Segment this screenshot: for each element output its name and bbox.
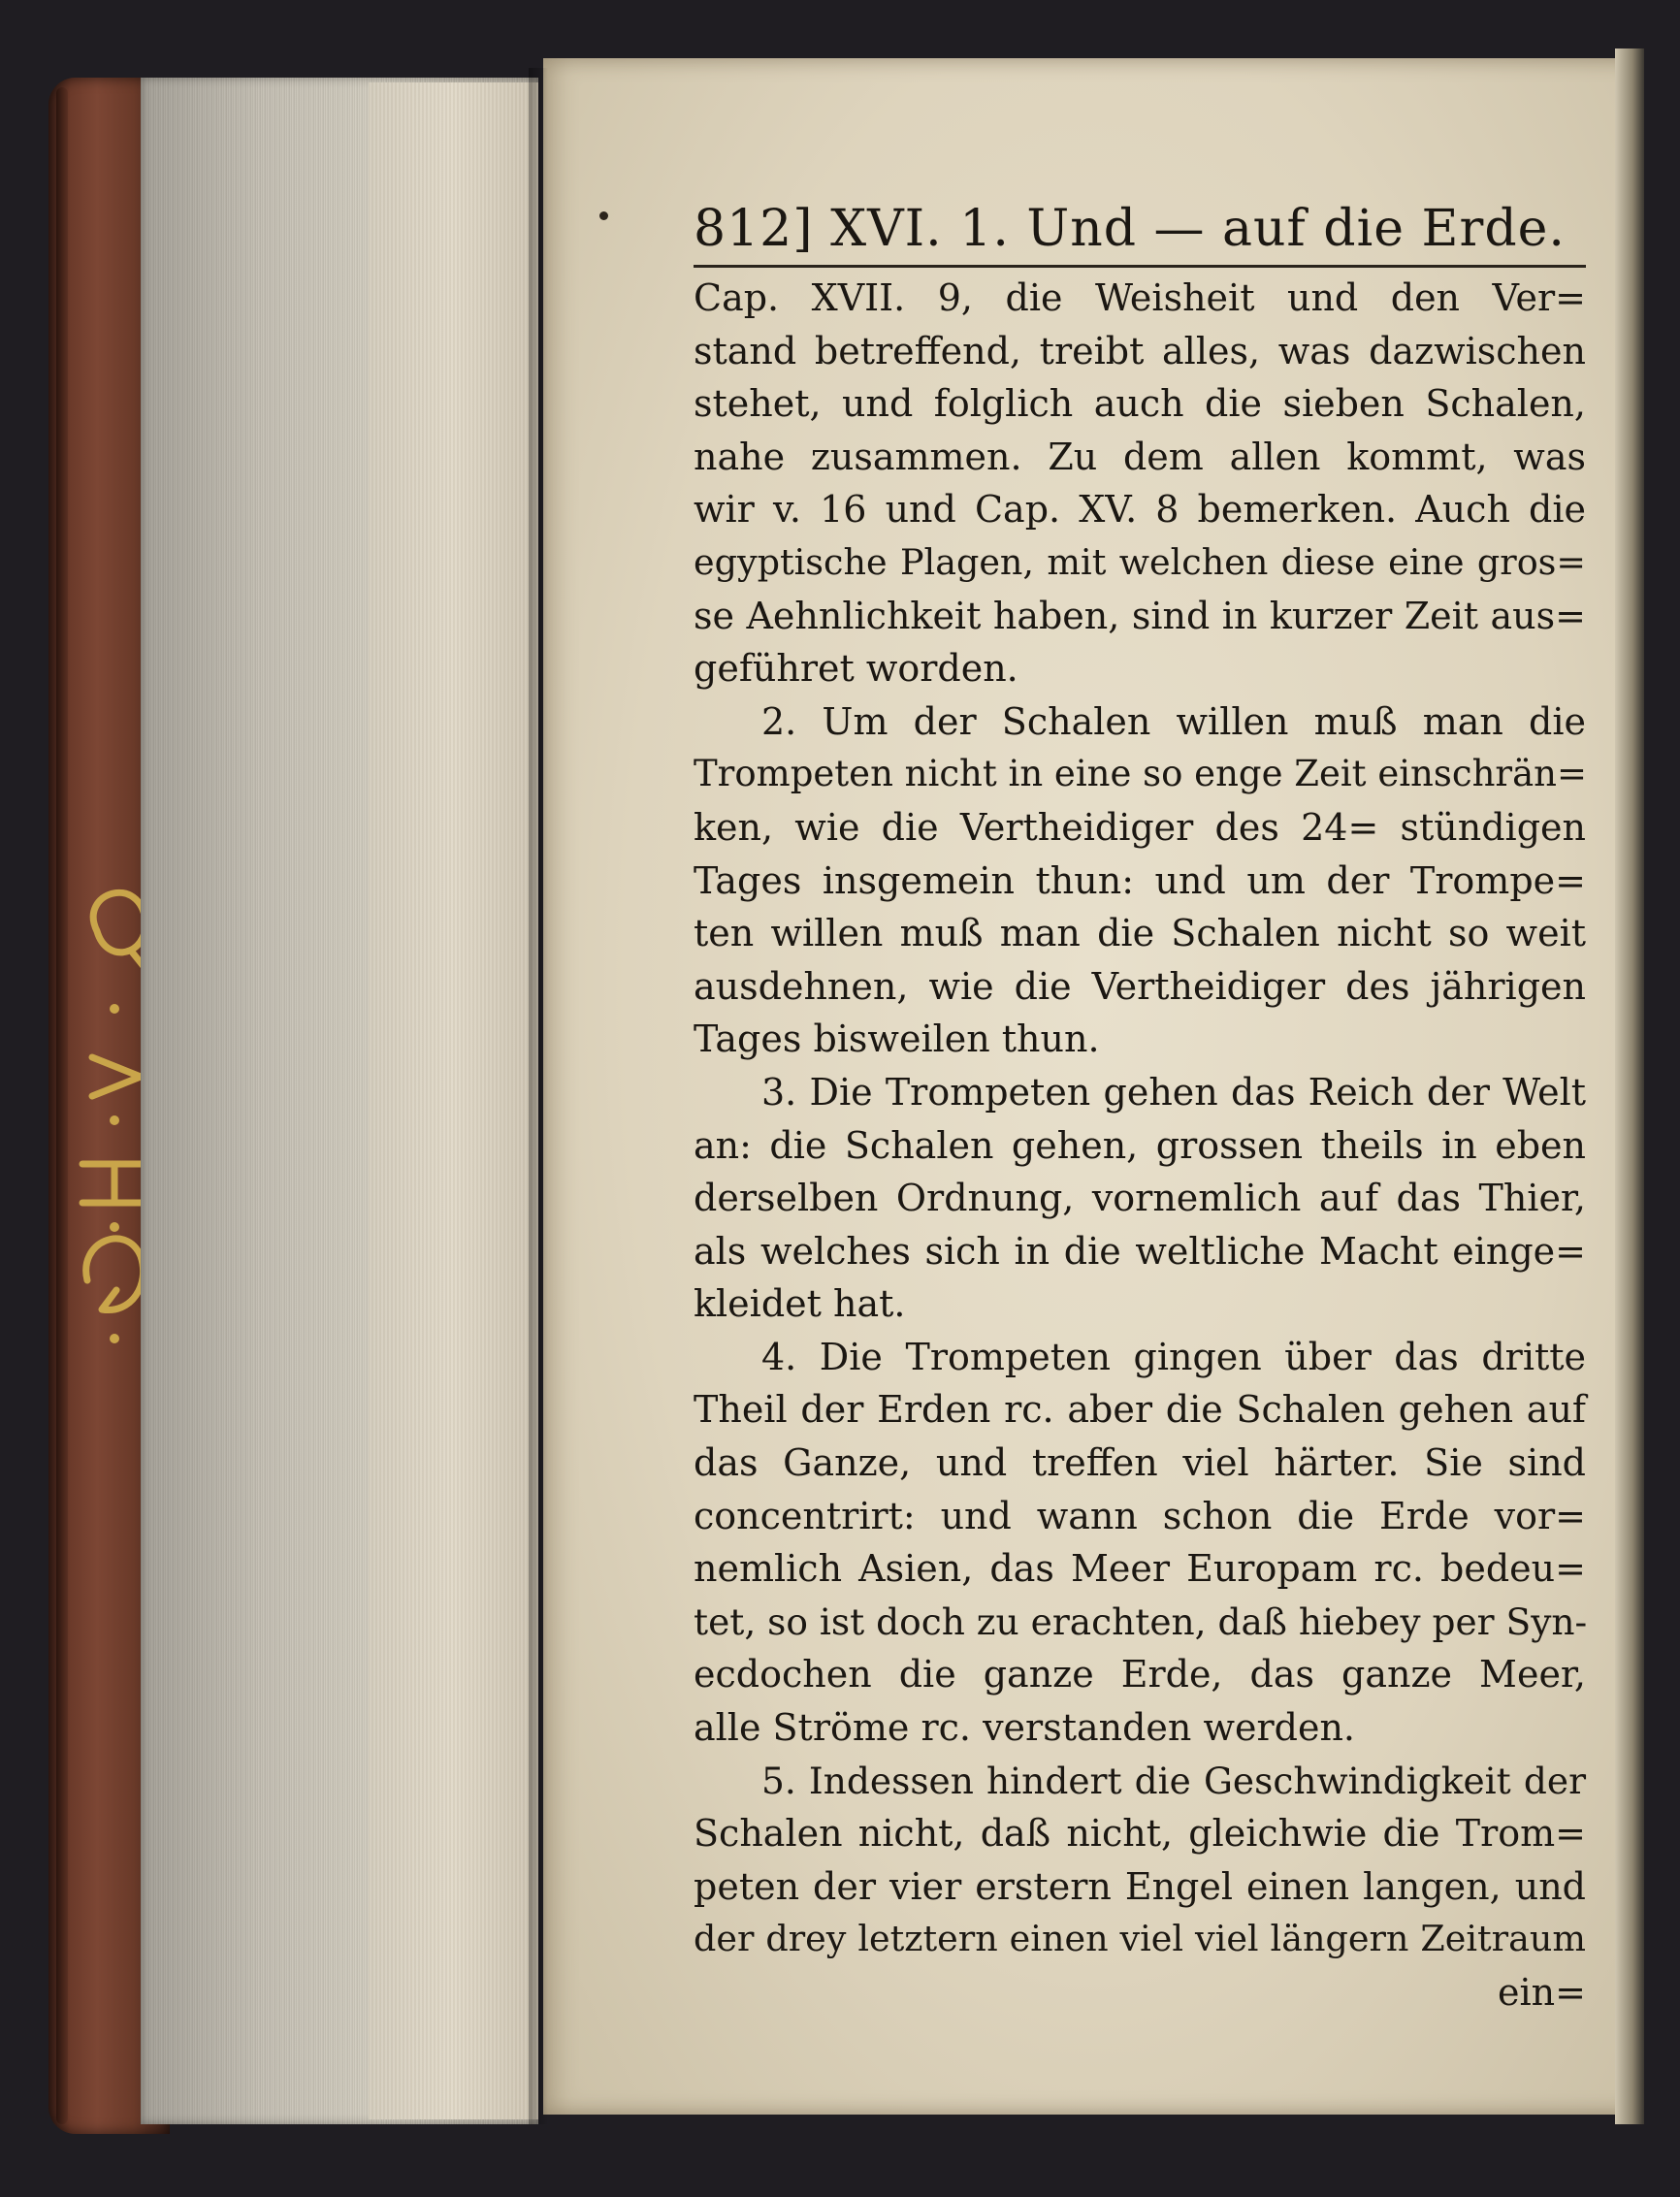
- running-head: 812] XVI. 1. Und — auf die Erde.: [694, 200, 1566, 258]
- text-line: nahe zusammen. Zu dem allen kommt, was: [694, 435, 1586, 478]
- text-line: der drey letztern einen viel viel längern Zeitraum: [694, 1918, 1586, 1960]
- text-line: als welches sich in die weltliche Macht einge=: [694, 1229, 1586, 1273]
- text-line: 4. Die Trompeten gingen über das dritte: [761, 1335, 1586, 1378]
- text-line: Theil der Erden rc. aber die Schalen gehen auf: [694, 1388, 1586, 1432]
- text-line: ausdehnen, wie die Vertheidiger des jährigen: [694, 964, 1586, 1008]
- gilt-letter-v: [92, 1057, 141, 1096]
- body-text: [694, 272, 1586, 2019]
- text-line: ken, wie die Vertheidiger des 24= stündigen: [694, 805, 1586, 849]
- text-line: ein=: [1498, 1971, 1586, 2014]
- text-line: tet, so ist doch zu erachten, daß hiebey per Syn-: [694, 1599, 1588, 1643]
- text-line: alle Ströme rc. verstanden werden.: [694, 1706, 1356, 1750]
- text-line: Schalen nicht, daß nicht, gleichwie die Trom=: [694, 1812, 1586, 1856]
- text-line: egyptische Plagen, mit welchen diese eine gros=: [694, 540, 1586, 583]
- text-line: geführet worden.: [694, 647, 1018, 691]
- text-line: peten der vier erstern Engel einen langen, und: [694, 1864, 1586, 1908]
- page-text-block: [694, 194, 1588, 2014]
- text-line: ecdochen die ganze Erde, das ganze Meer,: [694, 1653, 1586, 1696]
- text-line: 5. Indessen hindert die Geschwindigkeit der: [761, 1759, 1586, 1802]
- page-right-edge: [1615, 48, 1644, 2124]
- text-line: stehet, und folglich auch die sieben Schalen,: [694, 382, 1586, 426]
- gilt-letter-g: [86, 1239, 144, 1310]
- text-line: wir v. 16 und Cap. XV. 8 bemerken. Auch die: [694, 488, 1586, 532]
- head-rule: [694, 265, 1586, 268]
- margin-dot: [599, 211, 608, 220]
- text-line: ten willen muß man die Schalen nicht so weit: [694, 912, 1586, 955]
- text-line: 2. Um der Schalen willen muß man die: [761, 699, 1586, 743]
- gutter-shadow: [529, 68, 548, 2124]
- gilt-letter-h: [82, 1164, 145, 1203]
- text-line: stand betreffend, treibt alles, was dazwischen: [694, 329, 1586, 372]
- text-line: an: die Schalen gehen, grossen theils in eben: [694, 1123, 1586, 1167]
- text-line: Tages insgemein thun: und um der Trompe=: [694, 858, 1586, 902]
- text-line: 3. Die Trompeten gehen das Reich der Welt: [761, 1070, 1586, 1114]
- text-line: derselben Ordnung, vornemlich auf das Thier,: [694, 1177, 1586, 1220]
- text-line: das Ganze, und treffen viel härter. Sie sind: [694, 1441, 1586, 1485]
- text-line: concentrirt: und wann schon die Erde vor=: [694, 1494, 1586, 1537]
- text-line: nemlich Asien, das Meer Europam rc. bedeu=: [694, 1547, 1586, 1591]
- text-line: Trompeten nicht in eine so enge Zeit einschrän=: [694, 753, 1587, 795]
- text-line: kleidet hat.: [694, 1282, 906, 1326]
- text-line: Cap. XVII. 9, die Weisheit und den Ver=: [694, 276, 1586, 319]
- page-block-fore-edge-light: [369, 82, 538, 2119]
- text-line: se Aehnlichkeit haben, sind in kurzer Zeit aus=: [694, 594, 1586, 637]
- text-line: Tages bisweilen thun.: [694, 1018, 1100, 1061]
